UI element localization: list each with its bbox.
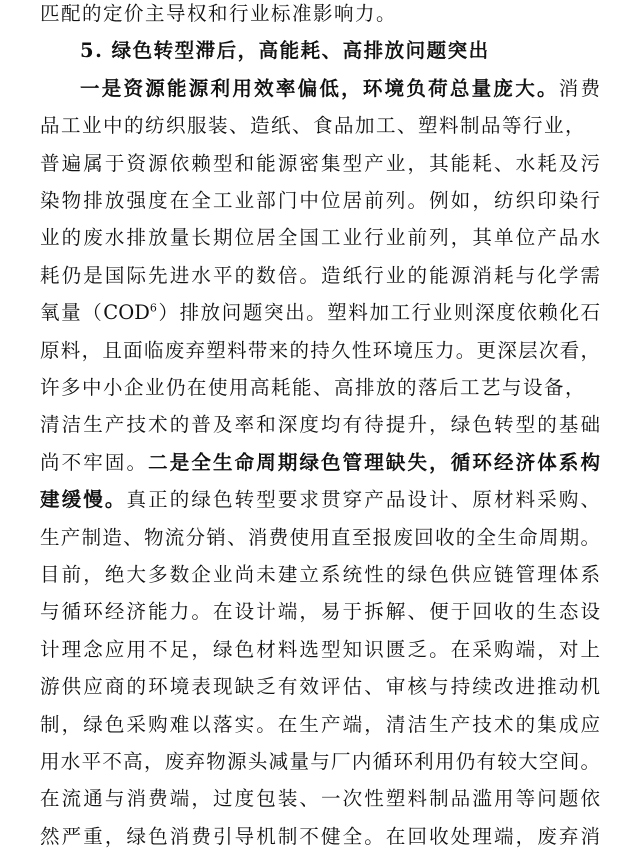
body-text: 匹配的定价主导权和行业标准影响力。 (40, 2, 398, 25)
text-line (40, 488, 600, 512)
bold-text: 二是全生命周期绿色管理缺失，循环经济体系构 (148, 450, 600, 474)
text-line (40, 226, 600, 250)
text-line (40, 264, 600, 288)
body-text: 计理念应用不足，绿色材料选型知识匮乏。在采购端，对上 (40, 637, 600, 661)
text-line (40, 152, 600, 176)
section-heading (80, 39, 490, 63)
text-line (40, 825, 600, 849)
bold-text: 一是资源能源利用效率偏低，环境负荷总量庞大。 (80, 76, 559, 100)
text-line (40, 413, 600, 437)
body-text: 生产制造、物流分销、消费使用直至报废回收的全生命周期。 (40, 525, 600, 549)
body-text: 目前，绝大多数企业尚未建立系统性的绿色供应链管理体系 (40, 563, 600, 586)
body-text: 制，绿色采购难以落实。在生产端，清洁生产技术的集成应 (40, 712, 600, 736)
text-line (40, 189, 600, 213)
body-text: 真正的绿色转型要求贯穿产品设计、原材料采购、 (126, 488, 600, 512)
text-line (40, 526, 600, 550)
body-text: 业的废水排放量长期位居全国工业行业前列，其单位产品水 (40, 226, 600, 250)
body-text: 用水平不高，废弃物源头减量与厂内循环利用仍有较大空间。 (40, 750, 600, 773)
body-text: 在流通与消费端，过度包装、一次性塑料制品滥用等问题依 (40, 787, 600, 811)
text-line (40, 713, 600, 737)
text-line (40, 787, 600, 811)
body-text: 普遍属于资源依赖型和能源密集型产业，其能耗、水耗及污 (40, 151, 600, 175)
text-line (40, 563, 600, 587)
text-line (40, 750, 600, 774)
text-line (40, 675, 600, 699)
bold-text: 建缓慢。 (40, 488, 127, 512)
body-text: 清洁生产技术的普及率和深度均有待提升，绿色转型的基础 (40, 413, 600, 437)
text-line (40, 2, 397, 26)
body-text: 与循环经济能力。在设计端，易于拆解、便于回收的生态设 (40, 600, 600, 624)
bold-text: 5. 绿色转型滞后，高能耗、高排放问题突出 (80, 39, 490, 63)
body-text: 尚不牢固。 (40, 450, 149, 474)
body-text: 耗仍是国际先进水平的数倍。造纸行业的能源消耗与化学需 (40, 263, 600, 287)
body-text: 游供应商的环境表现缺乏有效评估、审核与持续改进推动机 (40, 675, 600, 699)
body-text: 消费 (558, 76, 600, 100)
text-line (40, 339, 600, 363)
body-text: 许多中小企业仍在使用高耗能、高排放的落后工艺与设备， (40, 376, 587, 399)
body-text: 然严重，绿色消费引导机制不健全。在回收处理端，废弃消 (40, 824, 600, 848)
text-line (40, 451, 600, 475)
body-text: 氧量（COD (40, 301, 150, 325)
text-line (40, 301, 600, 325)
text-line (40, 376, 586, 400)
body-text: ）排放问题突出。塑料加工行业则深度依赖化石 (156, 301, 600, 325)
body-text: 品工业中的纺织服装、造纸、食品加工、塑料制品等行业， (40, 114, 587, 138)
text-line (80, 77, 600, 101)
body-text: 染物排放强度在全工业部门中位居前列。例如，纺织印染行 (40, 189, 600, 212)
footnote-ref[interactable]: 6 (149, 301, 157, 315)
text-line (40, 600, 600, 624)
text-line (40, 114, 586, 138)
body-text: 原料，且面临废弃塑料带来的持久性环境压力。更深层次看， (40, 338, 600, 362)
text-line (40, 638, 600, 662)
